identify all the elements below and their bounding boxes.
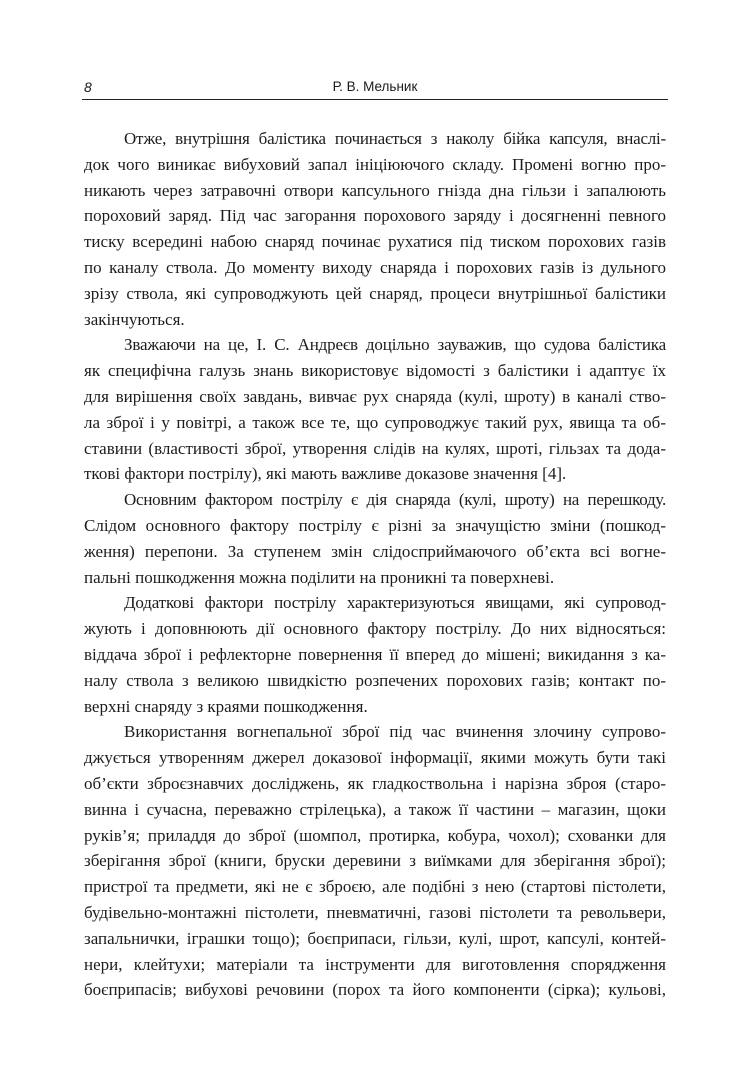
text-line: запальнички, іграшки тощо); боєприпаси, гільзи, кулі, шрот, капсулі, контей- [84,928,666,948]
text-line: Додаткові фактори пострілу характеризуються явищами, які супровод- [124,593,666,613]
text-line: жують і доповнюють дії основного фактору пострілу. До них відносяться: [84,619,666,639]
text-line: налу ствола з великою швидкістю розпечених порохових газів; контакт по- [84,670,666,690]
text-line: никають через затравочні отвори капсульного гнізда дна гільзи і запалюють [84,180,666,200]
text-line: ження) перепони. За ступенем змін слідосприймаючого об’єкта всі вогне- [84,541,666,561]
paragraph-internal-ballistics [84,126,666,332]
text-line: для вирішення своїх завдань, вивчає рух снаряда (кулі, шроту) в каналі ство- [84,386,666,406]
text-line: об’єкти зброєзнавчих досліджень, як гладкоствольна і нарізна зброя (старо- [84,773,666,793]
text-line: Використання вогнепальної зброї під час вчинення злочину супрово- [124,722,666,742]
text-line: по каналу ствола. До моменту виходу снаряда і порохових газів із дульного [84,257,666,277]
text-line: закінчуються. [84,309,185,329]
running-header [82,77,668,100]
text-line: винна і сучасна, переважно стрілецька), а також її частини – магазин, щоки [84,799,666,819]
text-line: боєприпасів; вибухові речовини (порох та його компоненти (сірка); кульові, [84,980,666,1000]
text-line: Зважаючи на це, І. С. Андреєв доцільно зауважив, що судова балістика [124,335,666,355]
text-line: ткові фактори пострілу), які мають важливе доказове значення [4]. [84,464,567,484]
text-line: зрізу ствола, які супроводжують цей снаряд, процеси внутрішньої балістики [84,283,666,303]
text-line: верхні снаряду з краями пошкодження. [84,696,368,716]
page-number: 8 [84,79,92,95]
text-line: зберігання зброї (книги, бруски деревини з виїмками для зберігання зброї); [84,851,666,871]
text-line: віддача зброї і рефлекторне повернення її вперед до мішені; викидання з ка- [84,644,666,664]
text-line: док чого виникає вибуховий запал ініціюючого складу. Промені вогню про- [84,154,666,174]
text-line: Основним фактором пострілу є дія снаряда (кулі, шроту) на перешкоду. [124,490,666,510]
text-line: пальні пошкодження можна поділити на проникні та поверхневі. [84,567,555,587]
text-line: джується утворенням джерел доказової інформації, якими можуть бути такі [84,748,666,768]
text-line: пристрої та предмети, які не є зброєю, але подібні з нею (стартові пістолети, [84,877,666,897]
text-line: як специфічна галузь знань використовує відомості з балістики і адаптує їх [84,361,666,381]
text-line: руків’я; приладдя до зброї (шомпол, протирка, кобура, чохол); схованки для [84,825,666,845]
text-line: Слідом основного фактору пострілу є різні за значущістю зміни (пошкод- [84,515,666,535]
paragraph-additional-shot-factors [84,590,666,719]
text-line: тиску всередині набою снаряд починає рухатися під тиском порохових газів [84,232,666,252]
paragraph-firearm-use-evidence [84,719,666,1003]
text-line: пороховий заряд. Під час загорання порохового заряду і досягненні певного [84,206,666,226]
author-name: Р. В. Мельник [332,79,418,94]
text-line: нери, клейтухи; матеріали та інструменти для виготовлення спорядження [84,954,666,974]
text-line: Отже, внутрішня балістика починається з наколу бійка капсуля, внаслі- [124,129,666,148]
text-line: ставини (властивості зброї, утворення слідів на кулях, шроті, гільзах та дода- [84,438,666,458]
paragraph-main-shot-factor [84,487,666,590]
text-line: будівельно-монтажні пістолети, пневматичні, газові пістолети та револьвери, [84,902,666,922]
paragraph-forensic-ballistics [84,332,666,487]
body-text [84,126,666,1003]
text-line: ла зброї і у повітрі, а також все те, що супроводжує такий рух, явища та об- [84,412,666,432]
